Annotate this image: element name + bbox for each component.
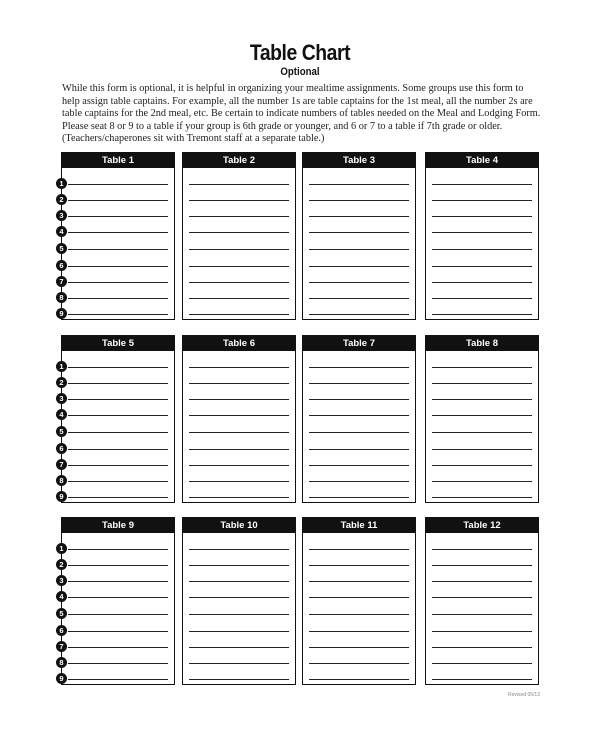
seat-write-line[interactable]: [189, 449, 289, 450]
seat-write-line[interactable]: [309, 415, 409, 416]
page-title: Table Chart: [249, 40, 351, 65]
seat-number-marker: 1: [56, 178, 67, 189]
seat-write-line[interactable]: [432, 432, 532, 433]
table-card: [425, 152, 539, 320]
seat-write-line[interactable]: [68, 647, 168, 648]
seat-number-marker: 1: [56, 543, 67, 554]
seat-number-marker: 8: [56, 292, 67, 303]
seat-write-line[interactable]: [309, 432, 409, 433]
seat-write-line[interactable]: [68, 232, 168, 233]
seat-number-marker: 1: [56, 361, 67, 372]
seat-write-line[interactable]: [68, 383, 168, 384]
seat-write-line[interactable]: [432, 266, 532, 267]
table-card: [61, 152, 175, 320]
table-header: Table 5: [62, 336, 174, 351]
seat-write-line[interactable]: [189, 298, 289, 299]
page-subtitle: Optional: [280, 66, 320, 78]
seat-number-marker: 5: [56, 243, 67, 254]
seat-write-line[interactable]: [68, 449, 168, 450]
seat-number-marker: 5: [56, 608, 67, 619]
table-header: Table 7: [303, 336, 415, 351]
seat-write-line[interactable]: [432, 383, 532, 384]
seat-write-line[interactable]: [189, 481, 289, 482]
seat-write-line[interactable]: [68, 298, 168, 299]
seat-write-line[interactable]: [189, 663, 289, 664]
table-card: [61, 335, 175, 503]
seat-write-line[interactable]: [68, 184, 168, 185]
table-card: [182, 517, 296, 685]
seat-write-line[interactable]: [189, 216, 289, 217]
seat-write-line[interactable]: [189, 249, 289, 250]
seat-number-marker: 3: [56, 575, 67, 586]
seat-write-line[interactable]: [432, 679, 532, 680]
table-header: Table 3: [303, 153, 415, 168]
seat-write-line[interactable]: [68, 663, 168, 664]
seat-number-marker: 4: [56, 226, 67, 237]
seat-number-marker: 9: [56, 673, 67, 684]
seat-write-line[interactable]: [68, 631, 168, 632]
seat-write-line[interactable]: [309, 597, 409, 598]
table-card: [302, 335, 416, 503]
seat-write-line[interactable]: [189, 432, 289, 433]
seat-write-line[interactable]: [189, 314, 289, 315]
table-header: Table 12: [426, 518, 538, 533]
intro-paragraph: While this form is optional, it is helpful in organizing your mealtime assignments. Some groups use this form to help assign table captains. For example, all the number 1s are table captains for the 1st meal, all the number 2s are table captains for the 2nd meal, etc. Be certain to indicate numbers of tables needed on the Meal and Lodging Form. Please seat 8 or 9 to a table if your group is 6th grade or younger, and 6 or 7 to a table if 7th grade or older. (Teachers/chaperones sit with Tremont staff at a separate table.): [62, 83, 541, 145]
seat-write-line[interactable]: [432, 497, 532, 498]
seat-write-line[interactable]: [432, 663, 532, 664]
seat-write-line[interactable]: [68, 367, 168, 368]
seat-write-line[interactable]: [189, 631, 289, 632]
seat-write-line[interactable]: [309, 216, 409, 217]
seat-number-marker: 4: [56, 591, 67, 602]
seat-write-line[interactable]: [309, 549, 409, 550]
table-header: Table 11: [303, 518, 415, 533]
seat-write-line[interactable]: [309, 481, 409, 482]
seat-write-line[interactable]: [68, 597, 168, 598]
seat-write-line[interactable]: [189, 232, 289, 233]
seat-number-marker: 7: [56, 276, 67, 287]
seat-write-line[interactable]: [68, 266, 168, 267]
seat-write-line[interactable]: [309, 565, 409, 566]
seat-number-marker: 2: [56, 559, 67, 570]
seat-write-line[interactable]: [189, 399, 289, 400]
seat-write-line[interactable]: [189, 465, 289, 466]
seat-write-line[interactable]: [68, 497, 168, 498]
seat-write-line[interactable]: [189, 184, 289, 185]
seat-write-line[interactable]: [432, 647, 532, 648]
seat-write-line[interactable]: [68, 679, 168, 680]
seat-write-line[interactable]: [309, 465, 409, 466]
table-header: Table 8: [426, 336, 538, 351]
table-header: Table 2: [183, 153, 295, 168]
seat-write-line[interactable]: [432, 465, 532, 466]
seat-write-line[interactable]: [189, 415, 289, 416]
seat-number-marker: 8: [56, 475, 67, 486]
seat-write-line[interactable]: [68, 565, 168, 566]
seat-write-line[interactable]: [432, 200, 532, 201]
seat-write-line[interactable]: [432, 184, 532, 185]
seat-write-line[interactable]: [309, 399, 409, 400]
seat-write-line[interactable]: [309, 647, 409, 648]
table-card: [61, 517, 175, 685]
seat-write-line[interactable]: [432, 415, 532, 416]
table-header: Table 1: [62, 153, 174, 168]
seat-write-line[interactable]: [68, 216, 168, 217]
seat-write-line[interactable]: [68, 614, 168, 615]
seat-write-line[interactable]: [68, 465, 168, 466]
table-header: Table 9: [62, 518, 174, 533]
table-header: Table 6: [183, 336, 295, 351]
seat-number-marker: 8: [56, 657, 67, 668]
seat-number-marker: 2: [56, 194, 67, 205]
seat-write-line[interactable]: [432, 232, 532, 233]
seat-write-line[interactable]: [432, 481, 532, 482]
seat-write-line[interactable]: [189, 266, 289, 267]
table-header: Table 4: [426, 153, 538, 168]
seat-write-line[interactable]: [432, 565, 532, 566]
table-card: [425, 517, 539, 685]
seat-write-line[interactable]: [432, 367, 532, 368]
seat-write-line[interactable]: [309, 663, 409, 664]
table-card: [302, 152, 416, 320]
seat-write-line[interactable]: [189, 647, 289, 648]
seat-write-line[interactable]: [68, 314, 168, 315]
seat-write-line[interactable]: [68, 249, 168, 250]
seat-number-marker: 6: [56, 260, 67, 271]
seat-write-line[interactable]: [68, 282, 168, 283]
seat-number-marker: 6: [56, 443, 67, 454]
table-card: [182, 335, 296, 503]
seat-write-line[interactable]: [309, 631, 409, 632]
seat-write-line[interactable]: [68, 549, 168, 550]
seat-write-line[interactable]: [309, 383, 409, 384]
seat-write-line[interactable]: [68, 399, 168, 400]
seat-write-line[interactable]: [309, 679, 409, 680]
seat-number-marker: 9: [56, 308, 67, 319]
seat-number-marker: 3: [56, 210, 67, 221]
seat-write-line[interactable]: [432, 249, 532, 250]
seat-write-line[interactable]: [432, 449, 532, 450]
table-card: [302, 517, 416, 685]
seat-write-line[interactable]: [68, 415, 168, 416]
seat-number-marker: 3: [56, 393, 67, 404]
table-card: [425, 335, 539, 503]
seat-write-line[interactable]: [68, 432, 168, 433]
seat-number-marker: 9: [56, 491, 67, 502]
seat-write-line[interactable]: [432, 597, 532, 598]
seat-write-line[interactable]: [68, 200, 168, 201]
seat-write-line[interactable]: [189, 565, 289, 566]
seat-write-line[interactable]: [189, 367, 289, 368]
seat-write-line[interactable]: [432, 314, 532, 315]
seat-write-line[interactable]: [432, 282, 532, 283]
seat-number-marker: 5: [56, 426, 67, 437]
seat-write-line[interactable]: [309, 367, 409, 368]
seat-write-line[interactable]: [189, 597, 289, 598]
seat-write-line[interactable]: [68, 481, 168, 482]
seat-write-line[interactable]: [309, 614, 409, 615]
seat-write-line[interactable]: [309, 581, 409, 582]
seat-write-line[interactable]: [189, 200, 289, 201]
seat-write-line[interactable]: [309, 314, 409, 315]
seat-write-line[interactable]: [68, 581, 168, 582]
seat-write-line[interactable]: [309, 232, 409, 233]
seat-write-line[interactable]: [432, 614, 532, 615]
seat-write-line[interactable]: [432, 549, 532, 550]
revision-note: Revised 05/13: [508, 692, 540, 698]
seat-write-line[interactable]: [189, 497, 289, 498]
seat-write-line[interactable]: [189, 282, 289, 283]
seat-number-marker: 7: [56, 641, 67, 652]
seat-write-line[interactable]: [189, 549, 289, 550]
table-header: Table 10: [183, 518, 295, 533]
seat-write-line[interactable]: [189, 614, 289, 615]
seat-write-line[interactable]: [309, 266, 409, 267]
seat-number-marker: 2: [56, 377, 67, 388]
seat-write-line[interactable]: [189, 581, 289, 582]
seat-write-line[interactable]: [432, 631, 532, 632]
seat-write-line[interactable]: [432, 581, 532, 582]
seat-write-line[interactable]: [189, 679, 289, 680]
seat-number-marker: 4: [56, 409, 67, 420]
seat-write-line[interactable]: [432, 216, 532, 217]
table-card: [182, 152, 296, 320]
seat-write-line[interactable]: [309, 282, 409, 283]
seat-write-line[interactable]: [432, 399, 532, 400]
seat-number-marker: 6: [56, 625, 67, 636]
seat-write-line[interactable]: [309, 200, 409, 201]
seat-write-line[interactable]: [309, 497, 409, 498]
seat-write-line[interactable]: [309, 249, 409, 250]
seat-write-line[interactable]: [309, 449, 409, 450]
seat-number-marker: 7: [56, 459, 67, 470]
seat-write-line[interactable]: [309, 184, 409, 185]
seat-write-line[interactable]: [189, 383, 289, 384]
seat-write-line[interactable]: [309, 298, 409, 299]
seat-write-line[interactable]: [432, 298, 532, 299]
